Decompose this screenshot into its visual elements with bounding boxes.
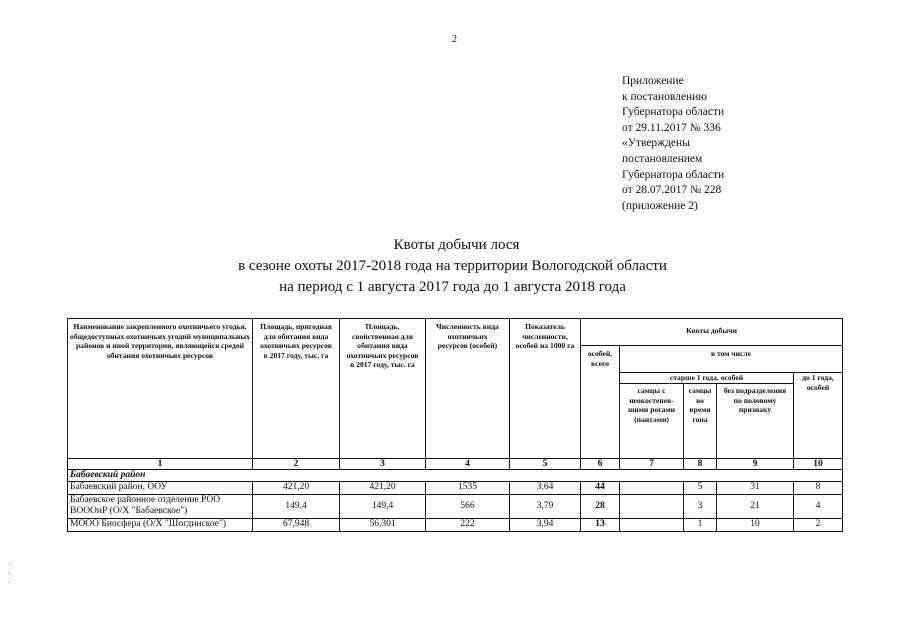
appendix-line: от 29.11.2017 № 336 — [622, 121, 721, 134]
document-title — [0, 235, 905, 298]
cell-under-1: 4 — [794, 495, 843, 519]
appendix-block — [622, 74, 724, 214]
page-number: 2 — [452, 34, 457, 45]
column-number: 10 — [794, 459, 843, 470]
appendix-line: Губернатора области — [622, 168, 725, 181]
header-total: особей, всего — [581, 346, 620, 459]
appendix-line: (приложение 2) — [622, 199, 698, 212]
column-number: 6 — [581, 459, 620, 470]
appendix-line: Губернатора области — [622, 106, 725, 119]
cell-name: Бабаевский район, ООУ — [68, 482, 253, 495]
column-number: 1 — [68, 459, 253, 470]
cell-males-rut: 1 — [684, 519, 717, 532]
header-population: Численность вида охотничьих ресурсов (особей) — [426, 319, 510, 459]
column-number: 8 — [684, 459, 717, 470]
cell-density: 3,79 — [510, 495, 581, 519]
appendix-line: постановлением — [622, 152, 703, 165]
header-males-antlers: самцы с неокостенев- шими рогами (пантами) — [620, 384, 684, 459]
header-area-suitable: Площадь, пригодная для обитания вида охотничьих ресурсов в 2017 году, тыс. га — [253, 319, 340, 459]
cell-males-antlers — [620, 495, 684, 519]
title-line-3: на период с 1 августа 2017 года до 1 августа 2018 года — [279, 279, 626, 295]
appendix-line: «Утверждены — [622, 137, 690, 150]
cell-population: 566 — [426, 495, 510, 519]
cell-density: 3,64 — [510, 482, 581, 495]
header-including: в том числе — [620, 346, 843, 373]
appendix-line: к постановлению — [622, 90, 707, 103]
cell-no-sex: 31 — [717, 482, 794, 495]
cell-males-rut: 3 — [684, 495, 717, 519]
region-row: Бабаевский район — [68, 470, 843, 482]
cell-area-suitable: 67,948 — [253, 519, 340, 532]
appendix-line: Приложение — [622, 75, 684, 87]
table-row — [68, 519, 843, 532]
cell-population: 222 — [426, 519, 510, 532]
column-number: 5 — [510, 459, 581, 470]
appendix-line: от 28.07.2017 № 228 — [622, 184, 722, 197]
cell-under-1: 2 — [794, 519, 843, 532]
cell-under-1: 8 — [794, 482, 843, 495]
header-area-typical: Площадь, свойственная для обитания вида охотничьих ресурсов в 2017 году, тыс. га — [340, 319, 426, 459]
cell-area-typical: 421,20 — [340, 482, 426, 495]
header-under-1: до 1 года, особей — [794, 373, 843, 459]
header-older-1: старше 1 года, особей — [620, 373, 794, 384]
title-line-1: Квоты добычи лося — [393, 237, 520, 253]
cell-population: 1535 — [426, 482, 510, 495]
header-no-sex: без подразделения по половому признаку — [717, 384, 794, 459]
cell-total: 13 — [581, 519, 620, 532]
title-line-2: в сезоне охоты 2017-2018 года на территории Вологодской области — [238, 258, 667, 274]
cell-no-sex: 21 — [717, 495, 794, 519]
header-name: Наименование закрепленного охотничьего угодья, общедоступных охотничьих угодий муниципальных районов и иной территории, являющейся средой обитания охотничьих ресурсов — [68, 319, 253, 459]
cell-name: МООО Биосфера (О/Х "Шогдинское") — [68, 519, 253, 532]
column-number: 4 — [426, 459, 510, 470]
cell-total: 28 — [581, 495, 620, 519]
column-number: 9 — [717, 459, 794, 470]
cell-males-antlers — [620, 482, 684, 495]
cell-males-antlers — [620, 519, 684, 532]
column-number: 7 — [620, 459, 684, 470]
column-number: 3 — [340, 459, 426, 470]
table-row — [68, 482, 843, 495]
column-number: 2 — [253, 459, 340, 470]
table-row — [68, 495, 843, 519]
header-quotas: Квоты добычи — [581, 319, 843, 346]
cell-area-typical: 56,301 — [340, 519, 426, 532]
cell-area-typical: 149,4 — [340, 495, 426, 519]
cell-total: 44 — [581, 482, 620, 495]
cell-area-suitable: 149,4 — [253, 495, 340, 519]
header-density: Показатель численности, особей на 1000 га — [510, 319, 581, 459]
cell-no-sex: 10 — [717, 519, 794, 532]
cell-density: 3,94 — [510, 519, 581, 532]
cell-males-rut: 5 — [684, 482, 717, 495]
quota-table — [67, 318, 843, 532]
cell-area-suitable: 421,20 — [253, 482, 340, 495]
header-males-rut: самцы во время гона — [684, 384, 717, 459]
scan-margin-marks: · · · — [8, 559, 11, 587]
cell-name: Бабаевское районное отделение РОО ВОООиР (О/Х "Бабаевское") — [68, 495, 253, 519]
